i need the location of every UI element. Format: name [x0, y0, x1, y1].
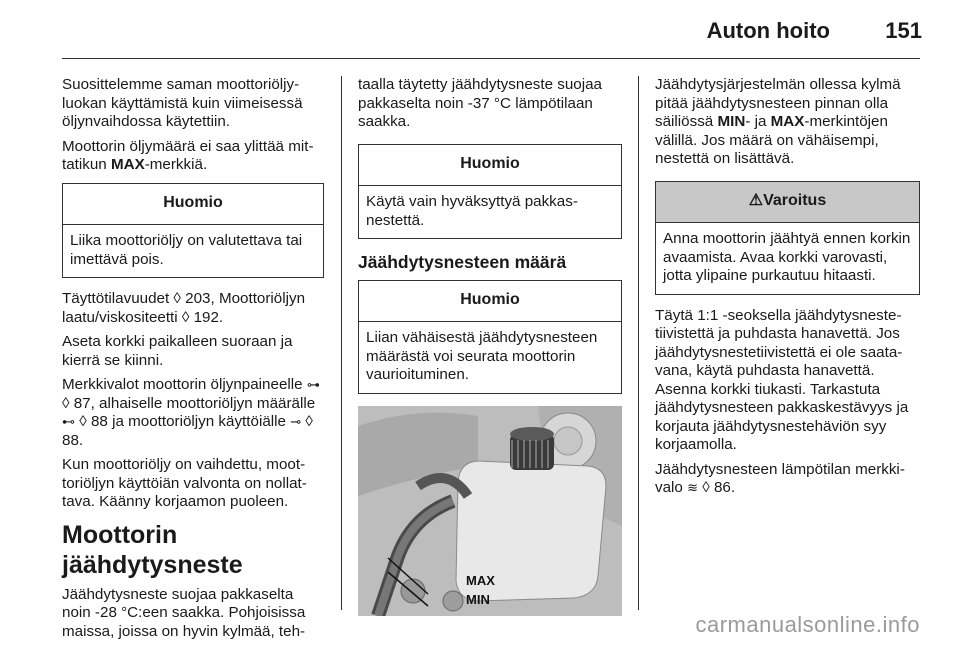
warning-icon: ⚠ — [748, 191, 764, 209]
warning-box — [655, 181, 920, 295]
column-divider — [638, 76, 639, 610]
paragraph: Täytä 1:1 -seoksella jäähdytysnestetiivistettä ja puhdasta hanavettä. Jos jäähdytysnestetiivistettä ei ole saatavana, käytä puhdasta hanavettä. Asenna korkki tiukasti. Tarkastuta jäähdytysnesteen pakkaskestävyys ja korjauta jäähdytysnestehäviön syy korjaamolla. — [655, 306, 909, 453]
coolant-reservoir-illustration — [358, 406, 622, 616]
oil-level-icon: ⊷ — [62, 414, 75, 429]
paragraph: Suosittelemme saman moottoriöljyluokan käyttämistä kuin viimeisessä öljynvaihdossa käytettiin. — [62, 76, 303, 130]
warning-header — [656, 182, 919, 224]
notice-text: Liika moottoriöljy on valutettava tai imettävä pois. — [70, 232, 303, 268]
column-divider — [341, 76, 342, 610]
column-1 — [62, 76, 324, 647]
notice-box — [358, 280, 622, 394]
paragraph: Jäähdytysneste suojaa pakkaselta noin -28 °C:een saakka. Pohjoisissa maissa, joissa on hyvin kylmää, teh- — [62, 585, 306, 640]
notice-title: Huomio — [63, 184, 323, 226]
page-number: 151 — [885, 18, 922, 43]
notice-box — [358, 144, 622, 240]
coolant-reservoir-figure — [358, 406, 622, 616]
warning-text: Anna moottorin jäähtyä ennen korkin avaamista. Avaa korkki varovasti, jotta ylipaine purkautuu hitaasti. — [663, 230, 911, 284]
notice-text: Liian vähäisestä jäähdytysnesteen määrästä voi seurata moottorin vaurioituminen. — [366, 329, 598, 383]
column-3 — [655, 76, 920, 504]
oil-pressure-icon: ⊶ — [306, 377, 320, 392]
paragraph: Moottorin öljymäärä ei saa ylittää mittatikun MAX-merkkiä. — [62, 137, 314, 173]
column-2 — [358, 76, 622, 616]
paragraph: Jäähdytysnesteen lämpötilan merkkivalo ≋ ◊ 86. — [655, 460, 905, 496]
subsection-heading: Jäähdytysnesteen määrä — [358, 252, 567, 272]
watermark: carmanualsonline.info — [695, 612, 920, 637]
max-label: MAX — [466, 572, 495, 588]
paragraph: Jäähdytysjärjestelmän ollessa kylmä pitää jäähdytysnesteen pinnan olla säiliössä MIN- ja MAX-merkintöjen välillä. Jos määrä on vähäisempi, nestettä on lisättävä. — [655, 76, 901, 167]
paragraph: Aseta korkki paikalleen suoraan ja kierrä se kiinni. — [62, 333, 293, 369]
header-title: Auton hoito — [706, 18, 830, 43]
paragraph: Kun moottoriöljy on vaihdettu, moottoriöljyn käyttöiän valvonta on nollattava. Käänny korjaamon puoleen. — [62, 456, 307, 510]
oil-life-icon: ⊸ — [290, 414, 302, 429]
warning-title: Varoitus — [763, 191, 827, 209]
header-rule — [62, 58, 920, 59]
notice-title: Huomio — [359, 281, 621, 323]
paragraph: taalla täytetty jäähdytysneste suojaa pakkaselta noin -37 °C lämpötilaan saakka. — [358, 76, 602, 130]
notice-title: Huomio — [359, 145, 621, 187]
notice-box — [62, 183, 324, 279]
min-label: MIN — [466, 591, 490, 607]
notice-text: Käytä vain hyväksyttyä pakkasnestettä. — [366, 193, 578, 229]
paragraph: Merkkivalot moottorin öljynpaineelle ⊶ ◊ 87, alhaiselle moottoriöljyn määrälle ⊷ ◊ 88 ja moottoriöljyn käyttöiälle ⊸ ◊ 88. — [62, 376, 320, 449]
coolant-temperature-icon: ≋ — [687, 480, 699, 495]
paragraph: Täyttötilavuudet ◊ 203, Moottoriöljyn laatu/viskositeetti ◊ 192. — [62, 290, 306, 326]
section-heading: Moottorin jäähdytysneste — [62, 520, 243, 579]
